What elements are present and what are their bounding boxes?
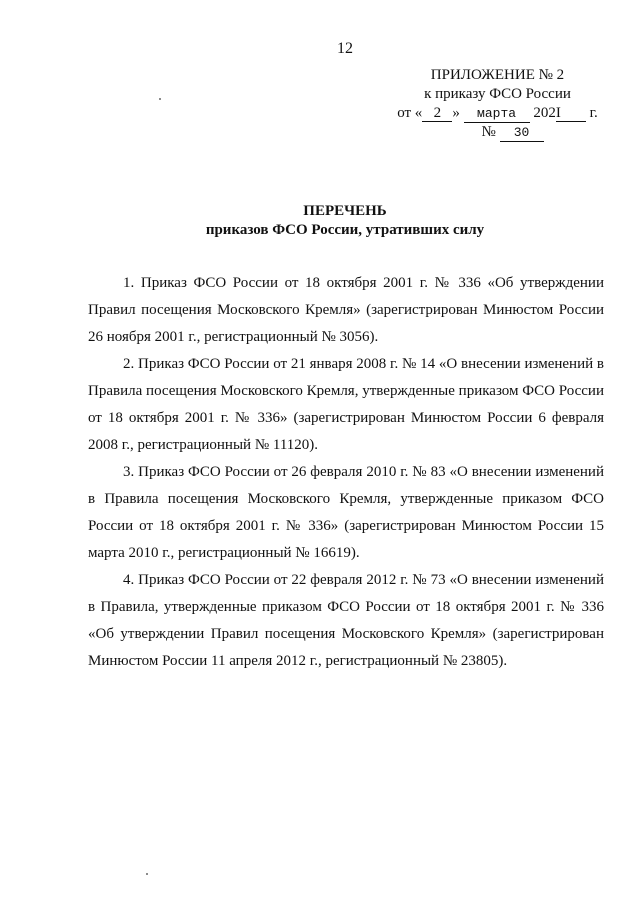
- list-item-3: 3. Приказ ФСО России от 26 февраля 2010 г. № 83 «О внесении изменений в Правила посещения Московского Кремля, утвержденные приказом ФСО России от 18 октября 2001 г. № 336» (зарегистрирован Минюстом России 15 марта 2010 г., регистрационный № 16619).: [88, 464, 604, 561]
- appendix-title: ПРИЛОЖЕНИЕ № 2: [430, 67, 565, 83]
- appendix-to-order: к приказу ФСО России: [424, 86, 571, 102]
- list-item-2: 2. Приказ ФСО России от 21 января 2008 г. № 14 «О внесении изменений в Правила посещения Московского Кремля, утвержденные приказом ФСО России от 18 октября 2001 г. № 336» (зарегистрирован Минюстом России 6 февраля 2008 г., регистрационный № 11120).: [88, 356, 604, 453]
- heading-title: ПЕРЕЧЕНЬ: [303, 203, 387, 219]
- heading-subtitle: приказов ФСО России, утративших силу: [205, 222, 485, 238]
- appendix-block: [390, 66, 605, 142]
- date-from-prefix: от «: [397, 105, 423, 121]
- list-item-4: 4. Приказ ФСО России от 22 февраля 2012 г. № 73 «О внесении изменений в Правила, утвержденные приказом ФСО России от 18 октября 2001 г. № 336 «Об утверждении Правил посещения Московского Кремля» (зарегистрирован Минюстом России 11 апреля 2012 г., регистрационный № 23805).: [88, 572, 604, 669]
- date-quote-close: »: [452, 105, 460, 121]
- date-year-prefix: 202: [533, 105, 556, 121]
- date-year-suffix: I: [556, 105, 586, 122]
- number-prefix: №: [481, 124, 496, 140]
- number-value: 30: [500, 125, 544, 142]
- date-day: 2: [422, 105, 452, 122]
- scan-speck: [159, 98, 161, 100]
- document-heading: [0, 202, 640, 240]
- page-number: 12: [337, 40, 353, 57]
- date-year-unit: г.: [589, 105, 598, 121]
- scan-speck: [146, 873, 148, 875]
- appendix-date: [390, 104, 605, 123]
- appendix-number: [390, 123, 605, 142]
- list-item-1: 1. Приказ ФСО России от 18 октября 2001 г. № 336 «Об утверждении Правил посещения Московского Кремля» (зарегистрирован Минюстом России 26 ноября 2001 г., регистрационный № 3056).: [88, 275, 604, 345]
- date-month: марта: [464, 106, 530, 123]
- orders-list: [88, 270, 604, 675]
